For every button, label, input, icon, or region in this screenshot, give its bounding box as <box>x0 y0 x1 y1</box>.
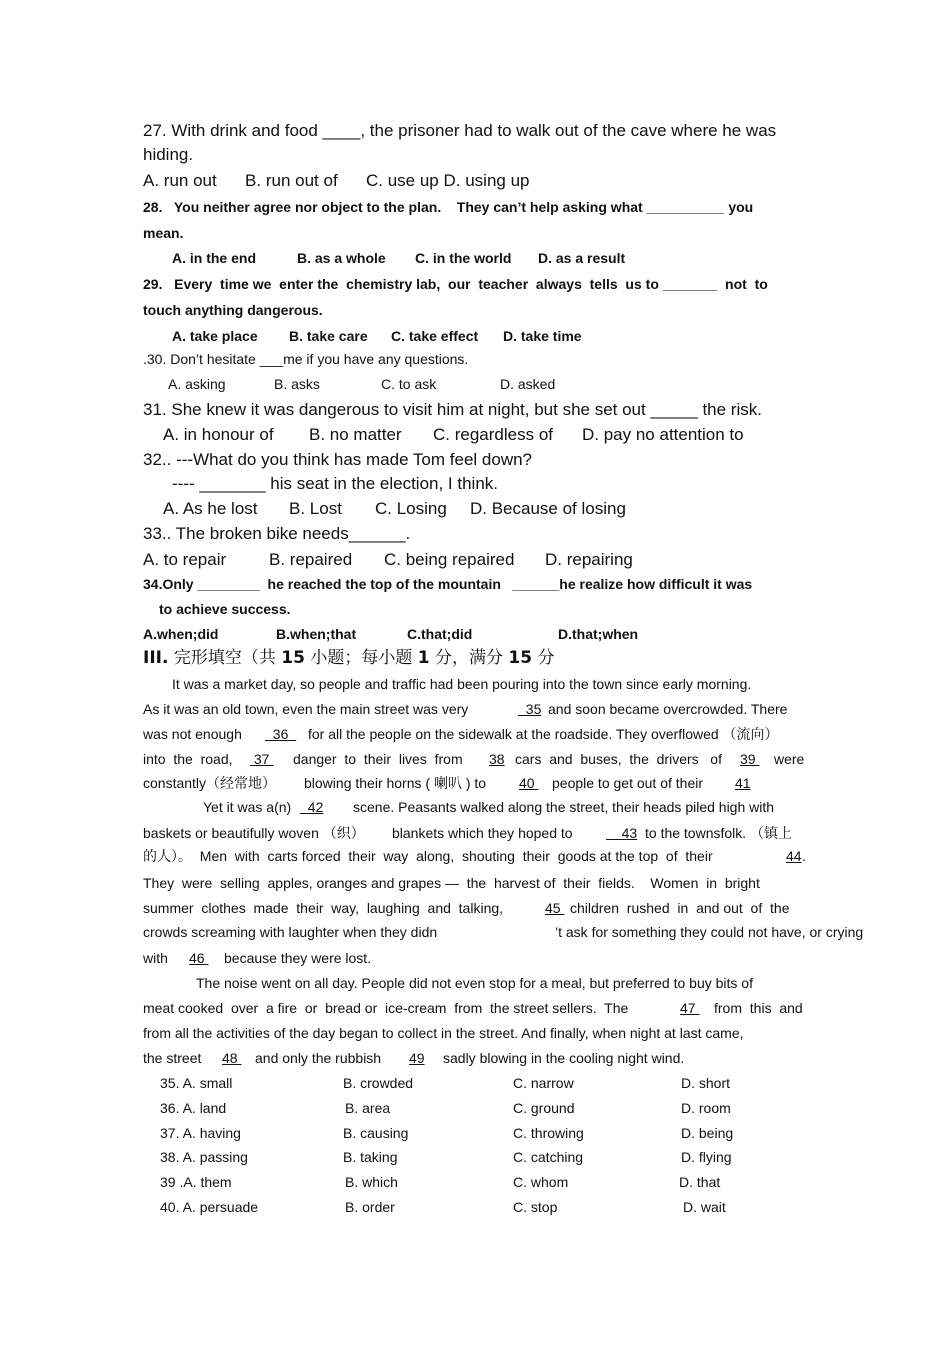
answer-q39-option-d: D. that <box>679 1174 721 1191</box>
passage-line-14b: from this and <box>714 1000 803 1016</box>
answer-q37-option-a: 37. A. having <box>160 1124 241 1141</box>
section-count: 15 <box>281 648 305 668</box>
q27-line1: 27. With drink and food ____, the prisoner had to walk out of the cave where he was <box>143 121 777 140</box>
answer-q38-option-b: B. taking <box>343 1149 398 1166</box>
passage-line-1: It was a market day, so people and traffic had been pouring into the town since early morning. <box>172 676 752 692</box>
answer-q35-option-a: 35. A. small <box>160 1075 233 1091</box>
blank-49: 49 <box>409 1050 425 1066</box>
passage-line-8-period: . <box>802 848 806 864</box>
answer-q39-option-a: 39 .A. them <box>160 1174 232 1191</box>
section-mid2: 分，满分 <box>434 648 503 668</box>
blank-38: 38 <box>489 751 505 767</box>
q30-option-a: A. asking <box>168 376 226 392</box>
q30-option-b: B. asks <box>274 376 320 392</box>
q29-option-b: B. take care <box>289 328 368 344</box>
answer-q36-option-b: B. area <box>345 1099 391 1116</box>
q29-option-c: C. take effect <box>391 328 479 344</box>
passage-line-13: The noise went on all day. People did not even stop for a meal, but preferred to buy bits of <box>196 975 753 991</box>
answer-q40-option-d: D. wait <box>683 1199 726 1215</box>
q34-option-a: A.when;did <box>143 626 219 642</box>
q32-option-d: D. Because of losing <box>470 499 626 518</box>
q33-option-b: B. repaired <box>269 550 353 569</box>
blank-39: 39 <box>740 751 756 767</box>
passage-line-6b: scene. Peasants walked along the street, their heads piled high with <box>353 799 775 815</box>
q34-line1: 34.Only ________ he reached the top of the mountain ______he realize how difficult it was <box>143 576 753 592</box>
blank-35: 35 <box>525 701 542 717</box>
q31-option-c: C. regardless of <box>433 425 553 444</box>
blank-48: 48 <box>222 1050 238 1066</box>
section-end: 分 <box>537 648 555 668</box>
passage-line-3a: was not enough <box>143 726 242 742</box>
passage-line-4d: were <box>774 751 805 767</box>
passage-line-3b: for all the people on the sidewalk at the roadside. They overflowed （流向） <box>308 726 779 742</box>
passage-line-12a: with <box>143 950 168 966</box>
answer-q35-option-d: D. short <box>681 1075 731 1091</box>
section-mid: 小题；每小题 <box>310 648 413 668</box>
answer-q38-option-d: D. flying <box>681 1149 732 1166</box>
blank-41: 41 <box>735 775 751 791</box>
answer-q38-option-a: 38. A. passing <box>160 1149 248 1166</box>
q34-option-d: D.that;when <box>558 626 639 642</box>
q31-option-d: D. pay no attention to <box>582 425 744 444</box>
q28-line2: mean. <box>143 225 184 241</box>
passage-line-14a: meat cooked over a fire or bread or ice-cream from the street sellers. The <box>143 1000 629 1016</box>
section-total: 15 <box>508 648 533 668</box>
q30-option-d: D. asked <box>500 376 556 392</box>
section-heading <box>143 650 554 667</box>
passage-line-6a: Yet it was a(n) <box>203 799 292 815</box>
passage-line-5b: blowing their horns ( 喇叭 ) to <box>304 775 487 791</box>
answer-q35-option-b: B. crowded <box>343 1075 414 1091</box>
passage-line-4c: cars and buses, the drivers of <box>515 751 722 767</box>
answer-q40-option-b: B. order <box>345 1199 395 1215</box>
q30-option-c: C. to ask <box>381 376 437 392</box>
answer-q38-option-c: C. catching <box>513 1149 584 1166</box>
answer-q36-option-d: D. room <box>681 1099 731 1116</box>
passage-line-11a: crowds screaming with laughter when they didn <box>143 924 438 940</box>
passage-line-16b: and only the rubbish <box>255 1050 382 1066</box>
q28-option-d: D. as a result <box>538 250 626 266</box>
q32-line2: ---- _______ his seat in the election, I think. <box>172 474 499 493</box>
q34-option-c: C.that;did <box>407 626 473 642</box>
answer-q37-option-d: D. being <box>681 1124 734 1141</box>
answer-q40-option-c: C. stop <box>513 1199 558 1215</box>
passage-line-4a: into the road, <box>143 751 233 767</box>
answer-q36-option-a: 36. A. land <box>160 1099 227 1116</box>
q28-option-a: A. in the end <box>172 250 256 266</box>
answer-q35-option-c: C. narrow <box>513 1075 574 1091</box>
q29-line2: touch anything dangerous. <box>143 302 323 318</box>
passage-line-2a: As it was an old town, even the main street was very <box>143 701 469 717</box>
q32-option-a: A. As he lost <box>163 499 258 518</box>
q28-line1: 28. You neither agree nor object to the plan. They can’t help asking what __________ you <box>143 199 754 215</box>
q32-line1: 32.. ---What do you think has made Tom feel down? <box>143 450 532 469</box>
q27-options: A. run out B. run out of C. use up D. using up <box>143 171 530 190</box>
answer-q37-option-c: C. throwing <box>513 1124 584 1141</box>
section-numeral: III. <box>143 648 169 668</box>
q28-option-c: C. in the world <box>415 250 512 266</box>
passage-line-10b: children rushed in and out of the <box>570 900 790 916</box>
blank-45: 45 <box>545 900 561 916</box>
q32-option-b: B. Lost <box>289 499 342 518</box>
q33-option-a: A. to repair <box>143 550 227 569</box>
passage-line-7a: baskets or beautifully woven （织） <box>143 825 365 841</box>
passage-line-7b: blankets which they hoped to <box>392 825 573 841</box>
answer-q37-option-b: B. causing <box>343 1124 409 1141</box>
q33-option-d: D. repairing <box>545 550 633 569</box>
q34-line2: to achieve success. <box>159 601 291 617</box>
passage-line-10a: summer clothes made their way, laughing and talking, <box>143 900 504 916</box>
answer-q40-option-a: 40. A. persuade <box>160 1199 259 1215</box>
passage-line-5a: constantly（经常地） <box>143 775 277 791</box>
q32-option-c: C. Losing <box>375 499 447 518</box>
answer-q39-option-c: C. whom <box>513 1174 569 1191</box>
passage-line-7c: to the townsfolk. （镇上 <box>645 825 793 841</box>
passage-line-4b: danger to their lives from <box>293 751 463 767</box>
blank-42: 42 <box>307 799 324 815</box>
blank-36: 36 <box>272 726 289 742</box>
passage-line-11b: ’t ask for something they could not have, or crying <box>555 924 864 940</box>
passage-line-9: They were selling apples, oranges and grapes — the harvest of their fields. Women in bright <box>143 875 760 891</box>
section-title: 完形填空（共 <box>173 648 276 668</box>
q29-option-a: A. take place <box>172 328 258 344</box>
blank-37: 37 <box>253 751 270 767</box>
q27-line2: hiding. <box>143 145 194 164</box>
blank-40: 40 <box>519 775 535 791</box>
passage-line-5c: people to get out of their <box>552 775 703 791</box>
q31-option-b: B. no matter <box>309 425 402 444</box>
passage-line-15: from all the activities of the day began to collect in the street. And finally, when night at last came, <box>143 1025 744 1041</box>
passage-line-8: 的人）。 Men with carts forced their way along, shouting their goods at the top of their <box>143 848 713 864</box>
q33-line1: 33.. The broken bike needs______. <box>143 524 411 543</box>
answer-q36-option-c: C. ground <box>513 1099 575 1116</box>
blank-44: 44 <box>786 848 802 864</box>
blank-47: 47 <box>680 1000 696 1016</box>
passage-line-2b: and soon became overcrowded. There <box>548 701 788 717</box>
q28-option-b: B. as a whole <box>297 250 386 266</box>
passage-line-16c: sadly blowing in the cooling night wind. <box>443 1050 685 1066</box>
q33-option-c: C. being repaired <box>384 550 515 569</box>
blank-43: 43 <box>621 825 638 841</box>
q31-option-a: A. in honour of <box>163 425 274 444</box>
passage-line-12b: because they were lost. <box>224 950 372 966</box>
passage-line-16a: the street <box>143 1050 202 1066</box>
q29-line1: 29. Every time we enter the chemistry lab, our teacher always tells us to _______ not to <box>143 276 768 292</box>
q34-option-b: B.when;that <box>276 626 357 642</box>
q30-line1: .30. Don’t hesitate ___me if you have any questions. <box>143 351 469 367</box>
q31-line1: 31. She knew it was dangerous to visit him at night, but she set out _____ the risk. <box>143 400 762 419</box>
blank-46: 46 <box>189 950 205 966</box>
q29-option-d: D. take time <box>503 328 582 344</box>
answer-q39-option-b: B. which <box>345 1174 398 1191</box>
section-points: 1 <box>417 648 430 668</box>
